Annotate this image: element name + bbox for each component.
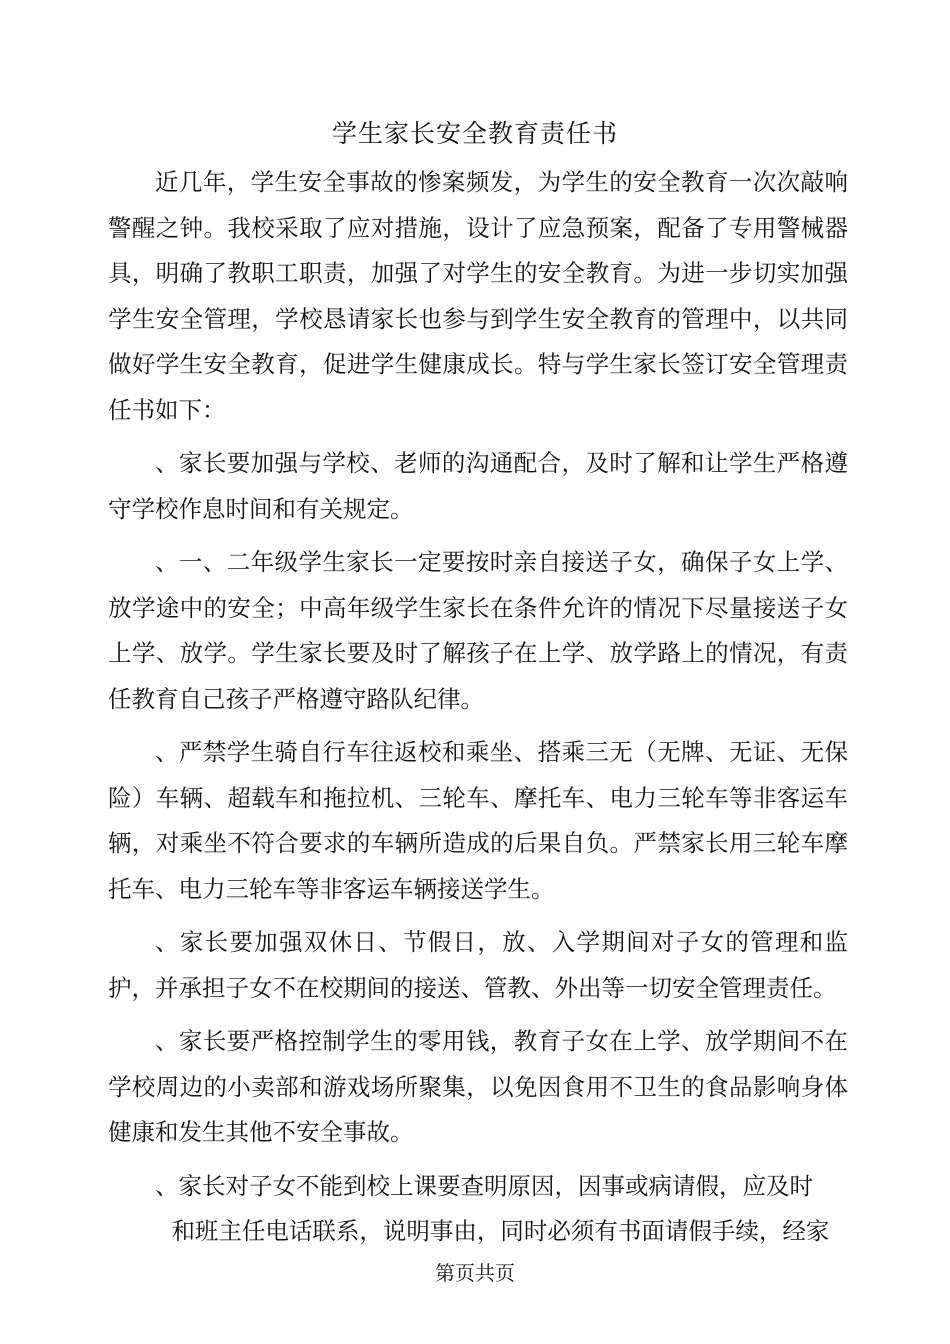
clause-paragraph: 、一、二年级学生家长一定要按时亲自接送子女，确保子女上学、放学途中的安全；中高年级学生家长在条件允许的情况下尽量接送子女上学、放学。学生家长要及时了解孩子在上学、放学路上的情况，有责任教育自己孩子严格遵守路队纪律。 <box>108 548 848 713</box>
clause-paragraph: 、家长要严格控制学生的零用钱，教育子女在上学、放学期间不在学校周边的小卖部和游戏场所聚集，以免因食用不卫生的食品影响身体健康和发生其他不安全事故。 <box>108 1027 848 1146</box>
clause-paragraph: 、家长要加强与学校、老师的沟通配合，及时了解和让学生严格遵守学校作息时间和有关规定。 <box>108 449 848 523</box>
document-title: 学生家长安全教育责任书 <box>331 119 618 148</box>
clause-paragraph: 、严禁学生骑自行车往返校和乘坐、搭乘三无（无牌、无证、无保险）车辆、超载车和拖拉机、三轮车、摩托车、电力三轮车等非客运车辆，对乘坐不符合要求的车辆所造成的后果自负。严禁家长用三轮车摩托车、电力三轮车等非客运车辆接送学生。 <box>108 738 848 903</box>
page-footer: 第页共页 <box>435 1261 515 1285</box>
intro-paragraph: 近几年，学生安全事故的惨案频发，为学生的安全教育一次次敲响警醒之钟。我校采取了应对措施，设计了应急预案，配备了专用警械器具，明确了教职工职责，加强了对学生的安全教育。为进一步切实加强学生安全管理，学校恳请家长也参与到学生安全教育的管理中，以共同做好学生安全教育，促进学生健康成长。特与学生家长签订安全管理责任书如下： <box>108 168 848 424</box>
clause-paragraph-partial <box>108 1164 848 1255</box>
clause-line-2: 和班主任电话联系，说明事由，同时必须有书面请假手续，经家 <box>171 1217 830 1245</box>
clause-line-1: 、家长对子女不能到校上课要查明原因，因事或病请假，应及时 <box>155 1171 813 1200</box>
clause-paragraph: 、家长要加强双休日、节假日，放、入学期间对子女的管理和监护，并承担子女不在校期间的接送、管教、外出等一切安全管理责任。 <box>108 928 848 1002</box>
document-body <box>108 160 848 1255</box>
